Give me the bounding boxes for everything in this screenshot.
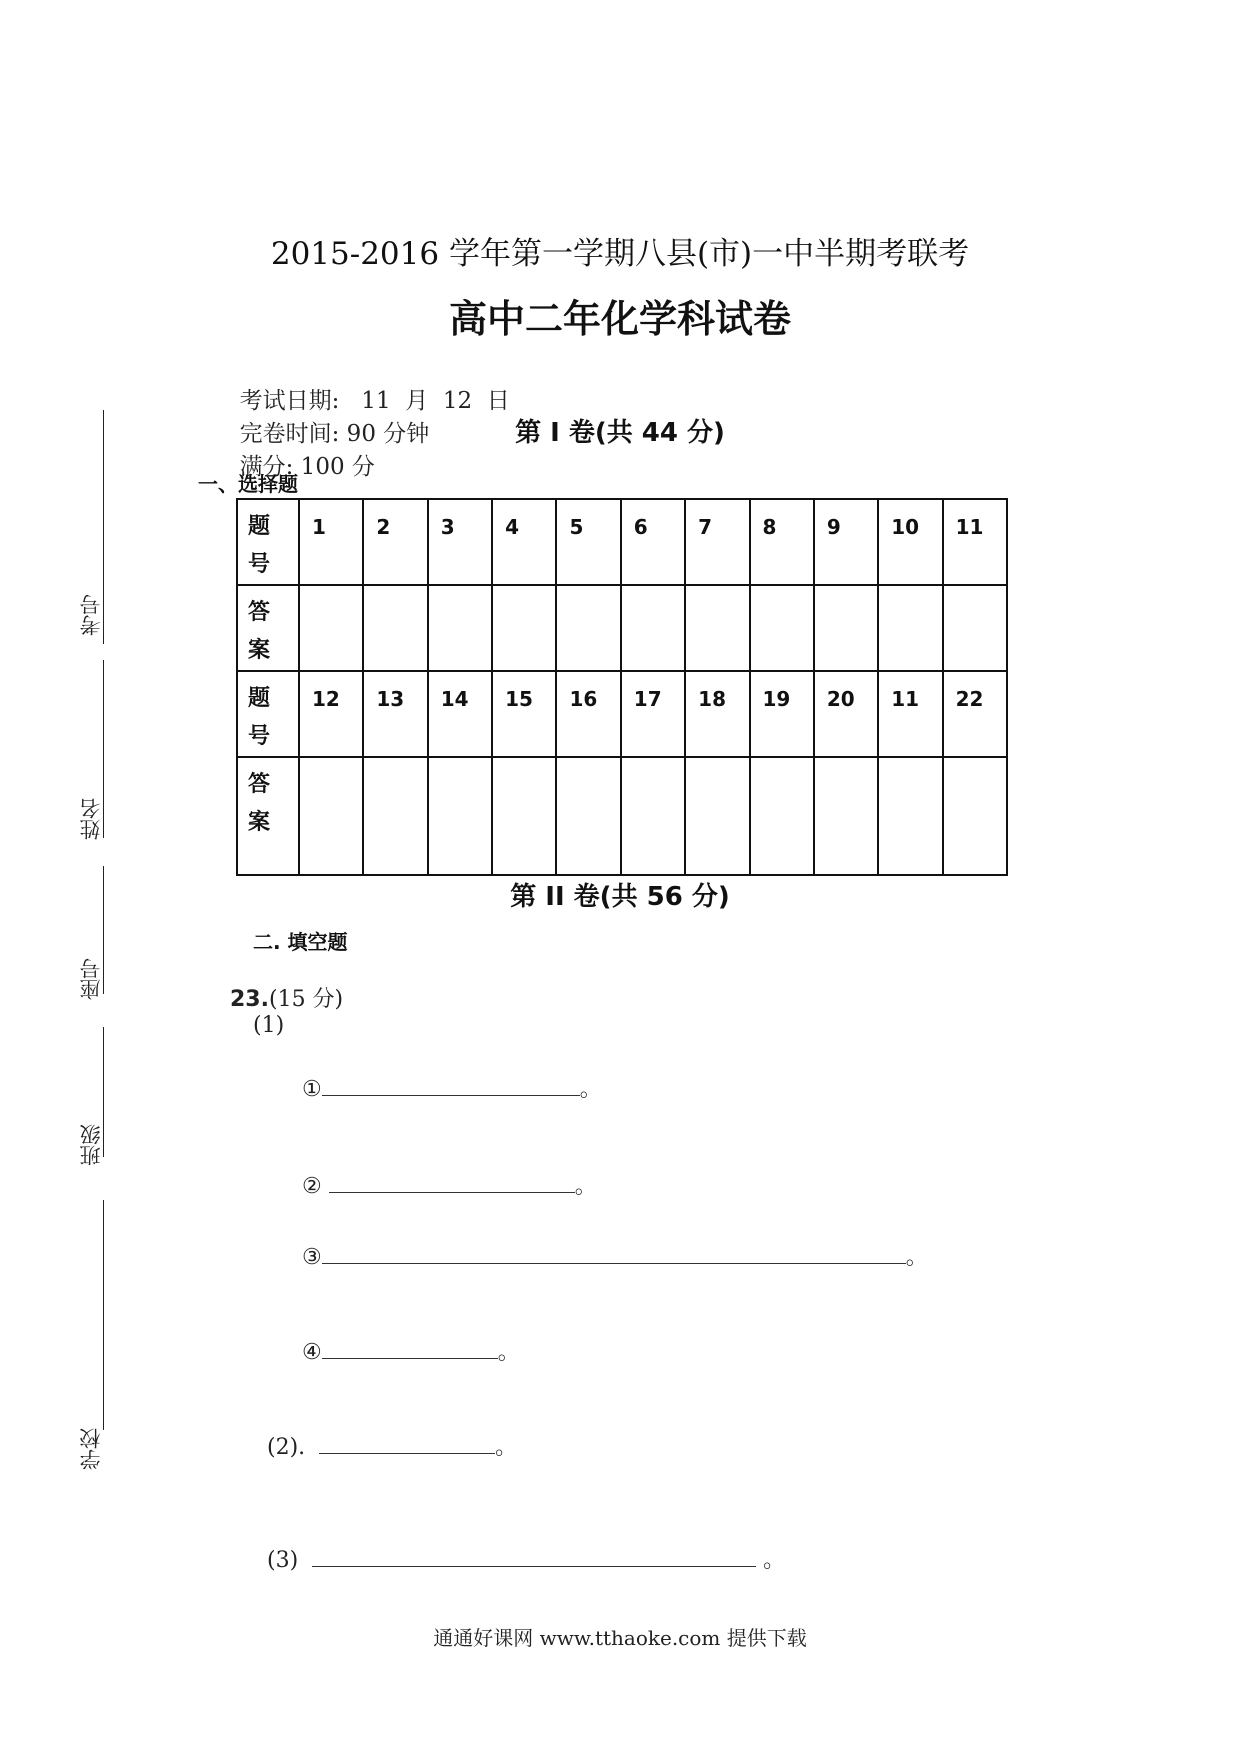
blank-item-subquestion-2	[253, 1405, 517, 1461]
binding-label-name: 姓名	[79, 798, 103, 840]
question-number-cell: 11	[943, 499, 1007, 585]
blank-label: ③	[302, 1245, 322, 1270]
question-number-cell: 3	[428, 499, 492, 585]
exam-full-marks: 满分: 100 分	[239, 454, 375, 480]
section1-title: 第 I 卷(共 44 分)	[515, 418, 725, 448]
exam-title-line1: 2015-2016 学年第一学期八县(市)一中半期考联考	[270, 236, 970, 272]
question-number-cell: 22	[943, 671, 1007, 757]
answer-cell[interactable]	[685, 585, 749, 671]
row-header-answer: 答 案	[237, 757, 299, 875]
blank-label: ①	[302, 1077, 322, 1102]
answer-cell[interactable]	[556, 757, 620, 875]
answer-cell[interactable]	[556, 585, 620, 671]
answer-cell[interactable]	[814, 585, 878, 671]
question-23-heading	[230, 982, 343, 1013]
blank-end: 。	[495, 1435, 518, 1460]
question-number-cell: 20	[814, 671, 878, 757]
subquestion-1-label: (1)	[253, 1013, 285, 1038]
number-row-1	[237, 499, 1007, 585]
answer-cell[interactable]	[750, 585, 814, 671]
answer-blank[interactable]	[329, 1174, 575, 1193]
question-number-cell: 2	[363, 499, 427, 585]
question-number-cell: 15	[492, 671, 556, 757]
question-number-cell: 5	[556, 499, 620, 585]
blank-item-4	[288, 1310, 520, 1366]
binding-label-seat-no: 座号	[79, 958, 103, 1000]
question-number-cell: 12	[299, 671, 363, 757]
part2-title: 二. 填空题	[253, 930, 348, 954]
binding-label-school: 学校	[79, 1428, 103, 1470]
blank-label: (2).	[267, 1435, 320, 1460]
exam-duration: 完卷时间: 90 分钟	[239, 421, 430, 447]
blank-end: 。	[756, 1548, 786, 1573]
answer-cell[interactable]	[878, 585, 942, 671]
answer-blank[interactable]	[319, 1435, 495, 1454]
blank-end: 。	[905, 1245, 928, 1270]
blank-end: 。	[497, 1340, 520, 1365]
number-row-2	[237, 671, 1007, 757]
blank-item-1	[288, 1047, 602, 1103]
part1-title: 一、选择题	[198, 472, 298, 496]
blank-label: (3)	[267, 1548, 313, 1573]
row-header-number: 题 号	[237, 671, 299, 757]
question-number-cell: 13	[363, 671, 427, 757]
footer-source: 通通好课网 www.tthaoke.com 提供下载	[433, 1626, 807, 1650]
question-number-cell: 7	[685, 499, 749, 585]
answer-cell[interactable]	[878, 757, 942, 875]
answer-cell[interactable]	[299, 585, 363, 671]
answer-cell[interactable]	[492, 585, 556, 671]
blank-item-3	[288, 1215, 928, 1271]
answer-row-1	[237, 585, 1007, 671]
blank-label: ④	[302, 1340, 322, 1365]
answer-cell[interactable]	[621, 585, 685, 671]
question-number-cell: 19	[750, 671, 814, 757]
section2-title: 第 II 卷(共 56 分)	[510, 882, 730, 912]
question-number-cell: 9	[814, 499, 878, 585]
answer-cell[interactable]	[363, 585, 427, 671]
answer-cell[interactable]	[428, 757, 492, 875]
blank-end: 。	[579, 1077, 602, 1102]
answer-cell[interactable]	[685, 757, 749, 875]
answer-cell[interactable]	[814, 757, 878, 875]
question-number-cell: 11	[878, 671, 942, 757]
blank-item-subquestion-3	[253, 1518, 785, 1574]
answer-table	[236, 498, 1008, 876]
question-number-cell: 8	[750, 499, 814, 585]
exam-date: 考试日期: 11 月 12 日	[239, 388, 510, 414]
answer-blank[interactable]	[312, 1548, 756, 1567]
answer-cell[interactable]	[943, 757, 1007, 875]
answer-cell[interactable]	[363, 757, 427, 875]
blank-item-2	[288, 1144, 597, 1200]
answer-cell[interactable]	[299, 757, 363, 875]
question-number-cell: 16	[556, 671, 620, 757]
answer-cell[interactable]	[492, 757, 556, 875]
question-number-cell: 1	[299, 499, 363, 585]
binding-label-exam-no: 考号	[79, 594, 103, 636]
binding-label-class: 班级	[79, 1124, 103, 1166]
answer-cell[interactable]	[428, 585, 492, 671]
exam-title-line2: 高中二年化学科试卷	[448, 296, 791, 341]
question-23-number: 23.	[230, 987, 269, 1012]
question-number-cell: 18	[685, 671, 749, 757]
blank-end: 。	[574, 1174, 597, 1199]
answer-blank[interactable]	[322, 1340, 498, 1359]
answer-blank[interactable]	[322, 1077, 580, 1096]
blank-label: ②	[302, 1174, 329, 1199]
row-header-answer: 答 案	[237, 585, 299, 671]
question-number-cell: 6	[621, 499, 685, 585]
question-number-cell: 17	[621, 671, 685, 757]
answer-cell[interactable]	[750, 757, 814, 875]
answer-cell[interactable]	[621, 757, 685, 875]
answer-row-2	[237, 757, 1007, 875]
row-header-number: 题 号	[237, 499, 299, 585]
question-number-cell: 10	[878, 499, 942, 585]
question-23-points: (15 分)	[268, 987, 344, 1012]
answer-blank[interactable]	[322, 1245, 906, 1264]
question-number-cell: 14	[428, 671, 492, 757]
answer-cell[interactable]	[943, 585, 1007, 671]
question-number-cell: 4	[492, 499, 556, 585]
binding-line-school	[103, 1200, 104, 1430]
